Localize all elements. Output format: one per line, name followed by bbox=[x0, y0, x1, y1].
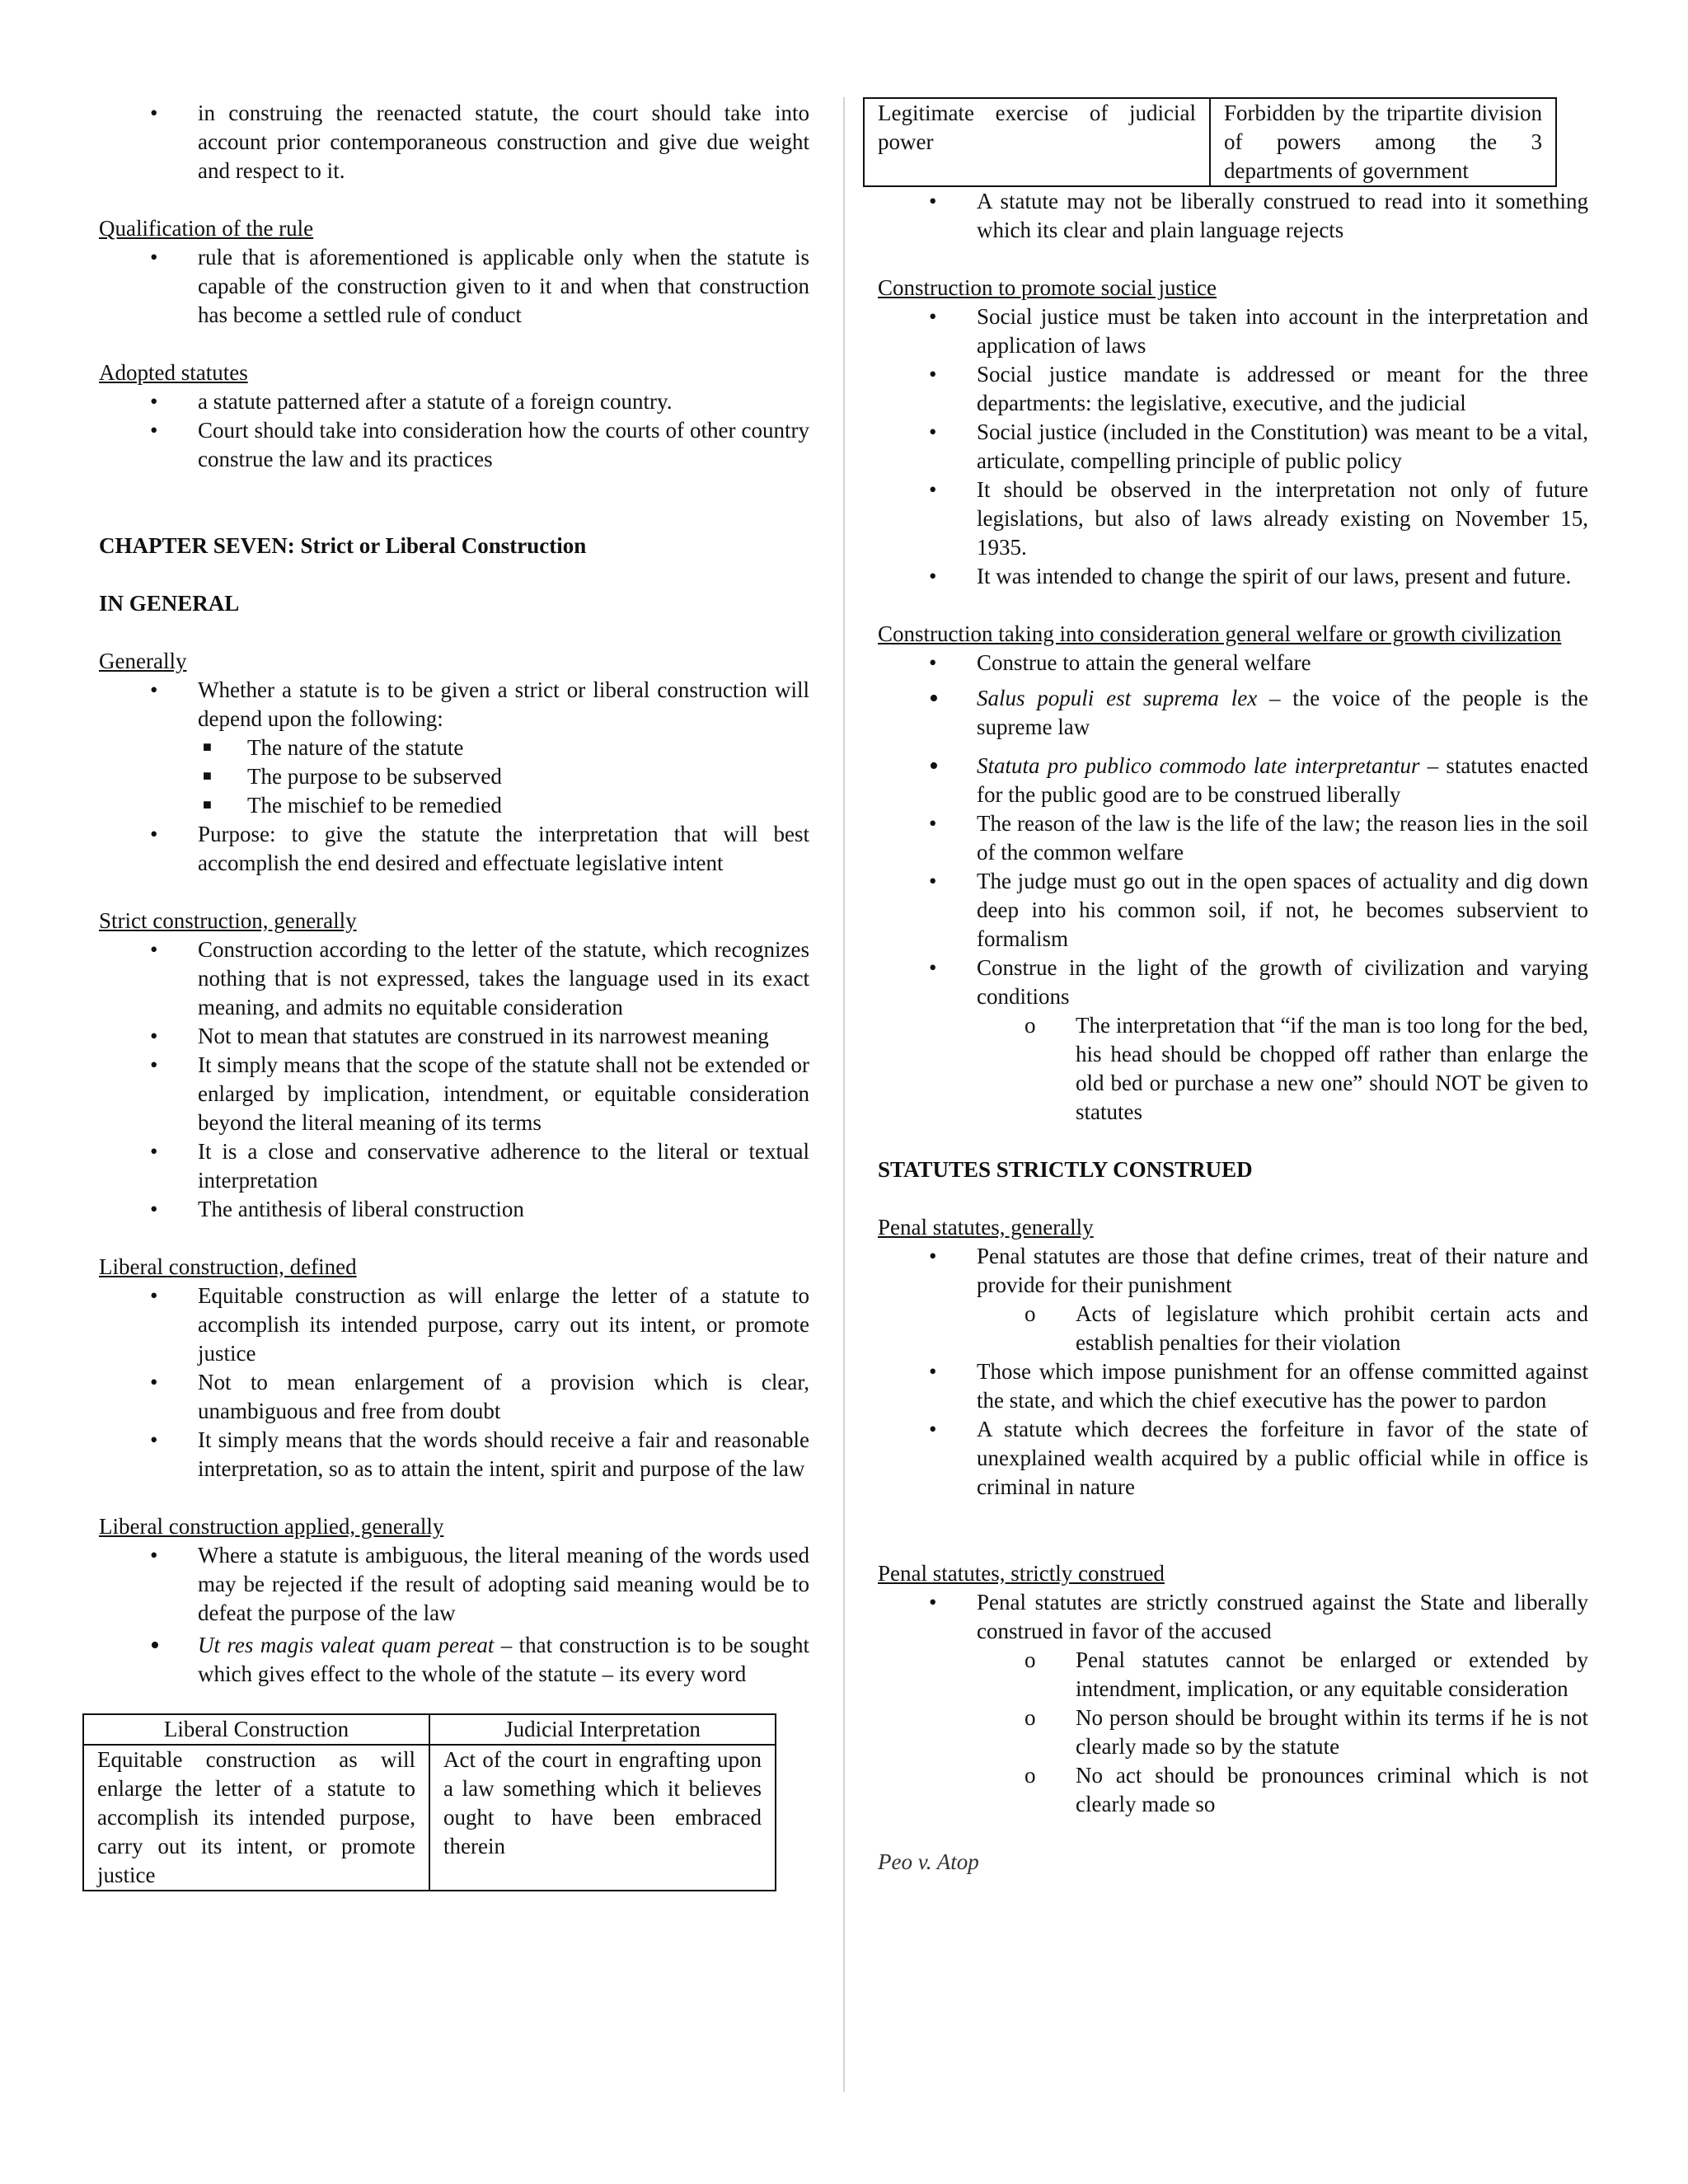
list-item: • rule that is aforementioned is applicable only when the statute is capable of the construction given to it and when that construction has become a settled rule of conduct bbox=[150, 245, 809, 327]
bullet-icon: • bbox=[150, 1283, 158, 1308]
liberal-defined-list bbox=[99, 1282, 809, 1483]
circle-bullet-icon: o bbox=[1025, 1301, 1036, 1326]
bullet-icon: • bbox=[929, 650, 937, 675]
square-bullet-icon: ■ bbox=[203, 738, 212, 755]
adopted-list bbox=[99, 387, 809, 474]
comparison-table bbox=[82, 1713, 776, 1891]
table-cell: Legitimate exercise of judicial power bbox=[864, 98, 1210, 186]
penal-generally-list bbox=[878, 1242, 1588, 1502]
bullet-icon: • bbox=[929, 751, 939, 781]
bullet-icon: • bbox=[150, 245, 158, 269]
after-table-list bbox=[878, 187, 1588, 245]
bullet-icon: • bbox=[929, 1244, 937, 1268]
section-heading: Generally bbox=[99, 649, 187, 673]
sub-list bbox=[878, 1300, 1588, 1357]
section-heading: Penal statutes, strictly construed bbox=[878, 1561, 1165, 1586]
bullet-icon: • bbox=[150, 389, 158, 414]
list-item: • Penal statutes are strictly construed against the State and liberally construed in favor of the accused o Penal statutes cannot be enlarged or extended by intendment, implication, or any equitable consideration o No person should be brought within its terms if he is not clearly made so by the statute o No act should be pronounces criminal which is not clearly made so bbox=[878, 1588, 1588, 1819]
bullet-icon: • bbox=[929, 1590, 937, 1615]
sub-list-item: o No act should be pronounces criminal which is not clearly made so bbox=[1025, 1763, 1588, 1816]
sub-list-item: o Acts of legislature which prohibit certain acts and establish penalties for their violation bbox=[1025, 1301, 1588, 1355]
bullet-icon: • bbox=[150, 1543, 158, 1568]
chapter-title: CHAPTER SEVEN: Strict or Liberal Construction bbox=[99, 533, 587, 558]
bullet-icon: • bbox=[150, 418, 158, 443]
comparison-table-continued bbox=[863, 97, 1557, 187]
bullet-icon: • bbox=[929, 477, 937, 502]
social-justice-list bbox=[878, 302, 1588, 591]
intro-list bbox=[99, 99, 809, 185]
list-item: • The judge must go out in the open spaces of actuality and dig down deep into his common soil, if not, he becomes subservient to formalism bbox=[929, 869, 1588, 951]
bullet-icon: • bbox=[150, 1370, 158, 1394]
list-item: • Construction according to the letter of the statute, which recognizes nothing that is not expressed, takes the language used in its exact meaning, and admits no equitable consideration bbox=[150, 937, 809, 1019]
square-bullet-icon: ■ bbox=[203, 796, 212, 813]
list-item: • It simply means that the scope of the statute shall not be extended or enlarged by implication, intendment, or equitable consideration beyond the literal meaning of its terms bbox=[150, 1052, 809, 1135]
generally-list bbox=[99, 676, 809, 878]
sub-list-item: ■ The purpose to be subserved bbox=[198, 762, 809, 791]
list-item: • Social justice mandate is addressed or meant for the three departments: the legislative, executive, and the judicial bbox=[929, 362, 1588, 415]
list-item: • Salus populi est suprema lex – the voice of the people is the supreme law bbox=[929, 683, 1588, 739]
case-citation: Peo v. Atop bbox=[878, 1849, 979, 1874]
bullet-icon: • bbox=[929, 304, 937, 329]
list-item: • a statute patterned after a statute of a foreign country. bbox=[99, 387, 809, 416]
sub-list-item: ■ The mischief to be remedied bbox=[198, 791, 809, 820]
table-cell: Act of the court in engrafting upon a law something which it believes ought to have been embraced therein bbox=[429, 1745, 776, 1891]
bullet-icon: • bbox=[150, 1052, 158, 1077]
bullet-icon: • bbox=[150, 1024, 158, 1048]
sub-list bbox=[198, 733, 809, 820]
section-heading: Strict construction, generally bbox=[99, 908, 357, 933]
sub-list-item: o No person should be brought within its terms if he is not clearly made so by the statute bbox=[1025, 1705, 1588, 1759]
penal-strict-list bbox=[878, 1588, 1588, 1819]
list-item: • It should be observed in the interpretation not only of future legislations, but also of laws already existing on November 15, 1935. bbox=[929, 477, 1588, 560]
sub-list bbox=[878, 1011, 1588, 1127]
list-item: • Equitable construction as will enlarge the letter of a statute to accomplish its intended purpose, carry out its intent, or promote justice bbox=[150, 1283, 809, 1366]
list-item: • A statute which decrees the forfeiture in favor of the state of unexplained wealth acquired by a public official while in office is criminal in nature bbox=[929, 1417, 1588, 1499]
section-heading: Liberal construction, defined bbox=[99, 1254, 357, 1279]
table-cell: Equitable construction as will enlarge the letter of a statute to accomplish its intended purpose, carry out its intent, or promote justice bbox=[83, 1745, 429, 1891]
bullet-icon: • bbox=[150, 101, 158, 125]
list-item: • Construe in the light of the growth of civilization and varying conditions o The interpretation that “if the man is too long for the bed, his head should be chopped off rather than enlarge the old bed or purchase a new one” should NOT be given to statutes bbox=[878, 954, 1588, 1127]
bullet-icon: • bbox=[150, 822, 158, 846]
bullet-icon: • bbox=[929, 811, 937, 836]
list-item: • It simply means that the words should receive a fair and reasonable interpretation, so as to attain the intent, spirit and purpose of the law bbox=[150, 1427, 809, 1481]
strict-list bbox=[99, 935, 809, 1224]
bullet-icon: • bbox=[150, 1427, 158, 1452]
bullet-icon: • bbox=[150, 1630, 160, 1661]
bullet-icon: • bbox=[150, 1139, 158, 1164]
bullet-icon: • bbox=[929, 564, 937, 588]
section-heading: Construction taking into consideration general welfare or growth civilization bbox=[878, 621, 1562, 646]
bullet-icon: • bbox=[929, 955, 937, 980]
list-item: • Whether a statute is to be given a strict or liberal construction will depend upon the following: ■ The nature of the statute ■ The purpose to be subserved ■ The mischief to be remedied bbox=[99, 676, 809, 820]
circle-bullet-icon: o bbox=[1025, 1013, 1036, 1038]
table-header-cell: Judicial Interpretation bbox=[429, 1714, 776, 1745]
bullet-icon: • bbox=[929, 189, 937, 213]
qualification-list bbox=[99, 243, 809, 330]
list-item: • It was intended to change the spirit of our laws, present and future. bbox=[878, 562, 1588, 591]
section-title: STATUTES STRICTLY CONSTRUED bbox=[878, 1157, 1253, 1182]
section-heading: Adopted statutes bbox=[99, 360, 248, 385]
list-item: • It is a close and conservative adherence to the literal or textual interpretation bbox=[150, 1139, 809, 1193]
list-item: • Not to mean enlargement of a provision which is clear, unambiguous and free from doubt bbox=[150, 1370, 809, 1423]
section-title: IN GENERAL bbox=[99, 591, 240, 616]
section-heading: Construction to promote social justice bbox=[878, 275, 1217, 300]
list-item: • Purpose: to give the statute the interpretation that will best accomplish the end desired and effectuate legislative intent bbox=[150, 822, 809, 875]
table-cell: Forbidden by the tripartite division of powers among the 3 departments of government bbox=[1210, 98, 1556, 186]
circle-bullet-icon: o bbox=[1025, 1763, 1036, 1788]
list-item: • Statuta pro publico commodo late interpretantur – statutes enacted for the public good are to be construed liberally bbox=[929, 751, 1588, 807]
list-item: • Those which impose punishment for an offense committed against the state, and which the chief executive has the power to pardon bbox=[929, 1359, 1588, 1413]
list-item: • Not to mean that statutes are construed in its narrowest meaning bbox=[99, 1022, 809, 1051]
section-heading: Liberal construction applied, generally bbox=[99, 1514, 444, 1539]
bullet-icon: • bbox=[150, 1197, 158, 1221]
table-row bbox=[83, 1745, 776, 1891]
bullet-icon: • bbox=[929, 683, 939, 714]
list-item: • in construing the reenacted statute, the court should take into account prior contemporaneous construction and give due weight and respect to it. bbox=[150, 101, 809, 183]
section-heading: Penal statutes, generally bbox=[878, 1215, 1094, 1240]
sub-list-item: ■ The nature of the statute bbox=[198, 733, 809, 762]
bullet-icon: • bbox=[929, 1359, 937, 1384]
right-column bbox=[878, 99, 1588, 1877]
sub-list-item: o The interpretation that “if the man is too long for the bed, his head should be chopped off rather than enlarge the old bed or purchase a new one” should NOT be given to statutes bbox=[1025, 1013, 1588, 1124]
circle-bullet-icon: o bbox=[1025, 1647, 1036, 1672]
list-item: • Penal statutes are those that define crimes, treat of their nature and provide for their punishment o Acts of legislature which prohibit certain acts and establish penalties for their violation bbox=[878, 1242, 1588, 1357]
bullet-icon: • bbox=[929, 362, 937, 387]
list-item: • Ut res magis valeat quam pereat – that construction is to be sought which gives effect to the whole of the statute – its every word bbox=[150, 1630, 809, 1686]
list-item: • The antithesis of liberal construction bbox=[99, 1195, 809, 1224]
bullet-icon: • bbox=[929, 869, 937, 893]
table-row bbox=[83, 1714, 776, 1745]
bullet-icon: • bbox=[150, 677, 158, 702]
bullet-icon: • bbox=[929, 419, 937, 444]
list-item: • The reason of the law is the life of the law; the reason lies in the soil of the common welfare bbox=[929, 811, 1588, 865]
left-column bbox=[99, 99, 809, 1891]
table-row bbox=[864, 98, 1556, 186]
table-header-cell: Liberal Construction bbox=[83, 1714, 429, 1745]
list-item: • Construe to attain the general welfare bbox=[878, 649, 1588, 677]
list-item: • Where a statute is ambiguous, the literal meaning of the words used may be rejected if the result of adopting said meaning would be to defeat the purpose of the law bbox=[150, 1543, 809, 1625]
sub-list bbox=[878, 1646, 1588, 1819]
list-item: • Court should take into consideration how the courts of other country construe the law and its practices bbox=[150, 418, 809, 471]
sub-list-item: o Penal statutes cannot be enlarged or extended by intendment, implication, or any equitable consideration bbox=[1025, 1647, 1588, 1701]
circle-bullet-icon: o bbox=[1025, 1705, 1036, 1730]
list-item: • Social justice must be taken into account in the interpretation and application of laws bbox=[929, 304, 1588, 358]
liberal-applied-list bbox=[99, 1541, 809, 1689]
column-divider bbox=[843, 97, 845, 2092]
section-heading: Qualification of the rule bbox=[99, 216, 314, 241]
bullet-icon: • bbox=[150, 937, 158, 962]
list-item: • A statute may not be liberally construed to read into it something which its clear and plain language rejects bbox=[929, 189, 1588, 242]
bullet-icon: • bbox=[929, 1417, 937, 1441]
welfare-list bbox=[878, 649, 1588, 1127]
square-bullet-icon: ■ bbox=[203, 767, 212, 784]
list-item: • Social justice (included in the Constitution) was meant to be a vital, articulate, compelling principle of public policy bbox=[929, 419, 1588, 473]
